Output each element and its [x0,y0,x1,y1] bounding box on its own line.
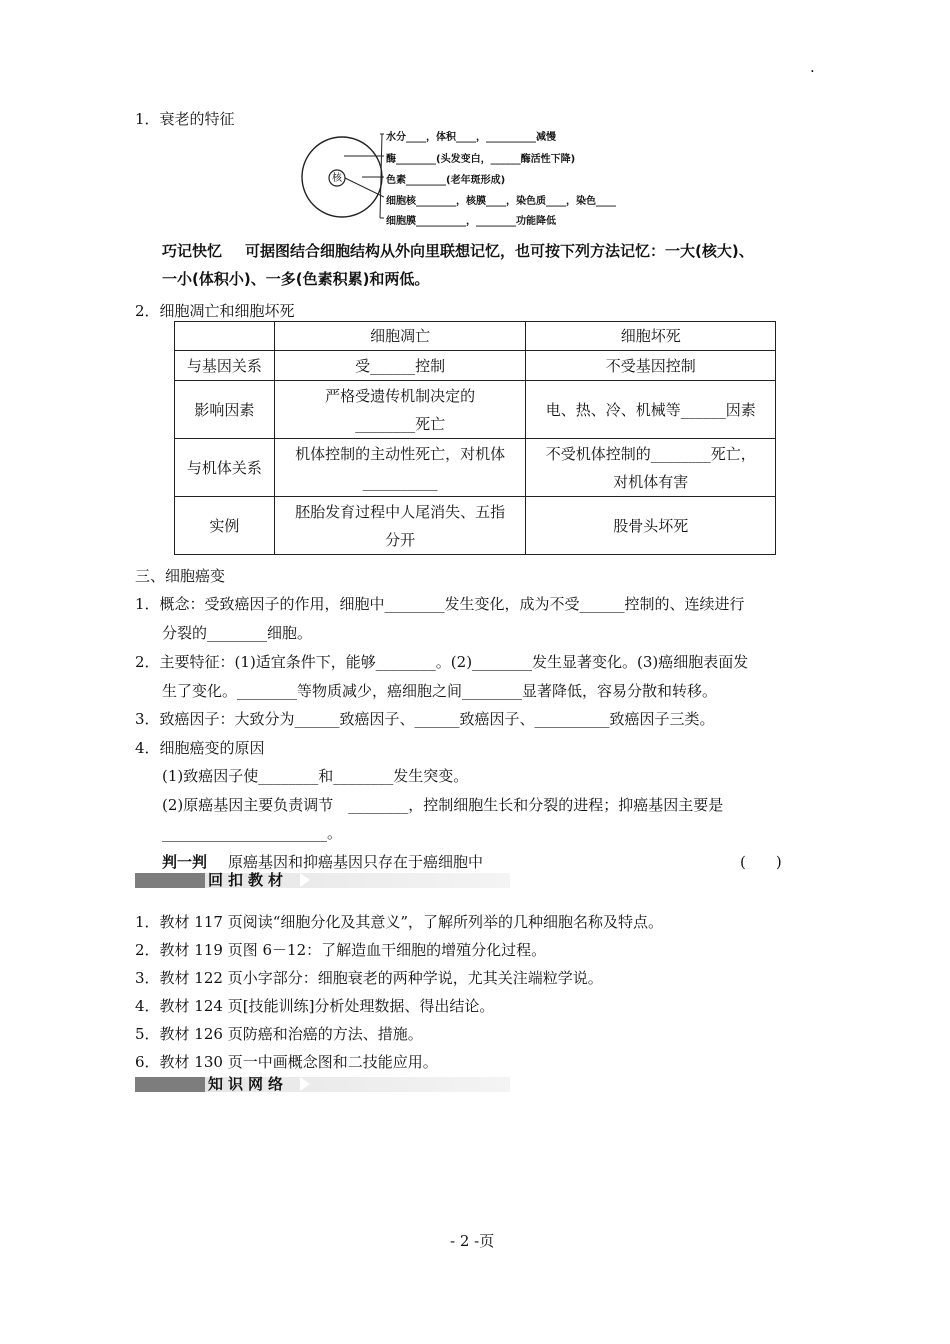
chevron-right-icon [300,873,310,887]
textbook-item: 5．教材 126 页防癌和治癌的方法、措施。 [135,1025,423,1043]
apoptosis-cell: 严格受遗传机制决定的 ________死亡 [274,381,526,439]
diagram-label-nucleus: 细胞核________，核膜____，染色质____，染色____ [386,196,616,207]
textbook-item: 2．教材 119 页图 6－12：了解造血干细胞的增殖分化过程。 [135,941,547,959]
nucleus-label: 核 [332,173,342,184]
textbook-section-title: 回扣教材 [208,871,289,889]
diagram-label-membrane: 细胞膜__________，________功能降低 [386,216,556,227]
cancer-line: 2．主要特征：(1)适宜条件下，能够________。(2)________发生显著变化。(3)癌细胞表面发 [135,653,749,671]
cancer-line: 生了变化。________等物质减少，癌细胞之间________显著降低，容易分散和转移。 [162,682,718,700]
textbook-section-bar [135,873,510,888]
network-section-bar [135,1077,510,1092]
table-row [175,497,776,555]
aging-diagram [300,126,620,226]
apoptosis-cell: 机体控制的主动性死亡，对机体 __________ [274,439,526,497]
table-row [175,439,776,497]
table-header-row [175,322,776,351]
row-label: 实例 [175,497,275,555]
diagram-label-water: 水分____，体积____，__________减慢 [386,132,556,143]
row-label: 与基因关系 [175,351,275,381]
necrosis-cell: 电、热、冷、机械等______因素 [526,381,776,439]
death-heading: 2．细胞凋亡和细胞坏死 [135,302,295,320]
table-header-cell: 细胞坏死 [526,322,776,351]
judge-label: 判一判 [162,853,208,871]
cancer-line: 分裂的________细胞。 [162,624,313,642]
necrosis-cell: 不受基因控制 [526,351,776,381]
diagram-label-enzyme: 酶________(头发变白，______酶活性下降) [386,154,576,165]
aging-heading: 1．衰老的特征 [135,110,235,128]
tip-line-1: 可据图结合细胞结构从外向里联想记忆，也可按下列方法记忆：一大(核大)、 [245,242,754,260]
network-section-title: 知识网络 [208,1075,289,1093]
apoptosis-cell: 胚胎发育过程中人尾消失、五指 分开 [274,497,526,555]
cancer-line: ______________________。 [162,824,343,842]
table-header-cell: 细胞凋亡 [274,322,526,351]
table-row [175,381,776,439]
necrosis-cell: 股骨头坏死 [526,497,776,555]
cancer-line: 3．致癌因子：大致分为______致癌因子、______致癌因子、__________致癌因子三类。 [135,710,715,728]
tip-line-2: 一小(体积小)、一多(色素积累)和两低。 [162,270,430,288]
cancer-line: (1)致癌因子使________和________发生突变。 [162,767,469,785]
row-label: 与机体关系 [175,439,275,497]
tip-label: 巧记快忆 [162,242,223,260]
cancer-heading: 三、细胞癌变 [135,567,226,585]
textbook-item: 1．教材 117 页阅读“细胞分化及其意义”，了解所列举的几种细胞名称及特点。 [135,913,664,931]
table-row [175,351,776,381]
page-number: - 2 -页 [450,1232,495,1250]
apoptosis-cell: 受______控制 [274,351,526,381]
corner-dot: . [810,58,815,76]
diagram-label-pigment: 色素________(老年斑形成) [386,175,506,186]
cell-diagram-icon [300,126,384,226]
necrosis-cell: 不受机体控制的________死亡， 对机体有害 [526,439,776,497]
textbook-item: 3．教材 122 页小字部分：细胞衰老的两种学说，尤其关注端粒学说。 [135,969,603,987]
chevron-right-icon [300,1077,310,1091]
cancer-line: (2)原癌基因主要负责调节 ________，控制细胞生长和分裂的进程；抑癌基因主要是 [162,796,724,814]
judge-brackets: ( ) [740,853,782,871]
table-header-cell [175,322,275,351]
cancer-line: 4．细胞癌变的原因 [135,739,265,757]
cancer-line: 1．概念：受致癌因子的作用，细胞中________发生变化，成为不受______控制的、连续进行 [135,595,745,613]
apoptosis-necrosis-table [174,321,776,555]
textbook-item: 6．教材 130 页一中画概念图和二技能应用。 [135,1053,438,1071]
judge-text: 原癌基因和抑癌基因只存在于癌细胞中 [228,853,484,871]
textbook-item: 4．教材 124 页[技能训练]分析处理数据、得出结论。 [135,997,495,1015]
row-label: 影响因素 [175,381,275,439]
